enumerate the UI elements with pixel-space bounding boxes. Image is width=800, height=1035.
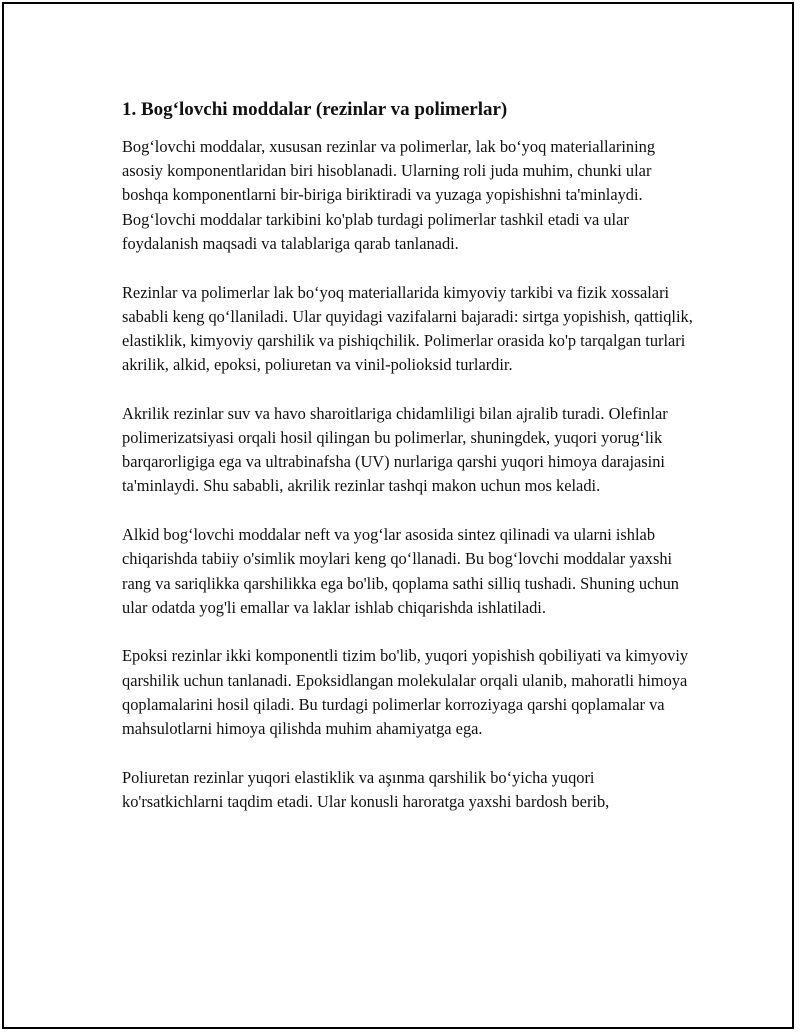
- paragraph-epoxy: Epoksi rezinlar ikki komponentli tizim bo'lib, yuqori yopishish qobiliyati va kimyoviy qarshilik uchun tanlanadi. Epoksidlangan molekulalar orqali ulanib, mahoratli himoya qoplamalarini hosil qiladi. Bu turdagi polimerlar korroziyaga qarshi qoplamalar va mahsulotlarni himoya qilishda muhim ahamiyatga ega.: [122, 646, 689, 739]
- paragraph-binders-intro: Bog‘lovchi moddalar, xususan rezinlar va polimerlar, lak bo‘yoq materiallarining asosiy komponentlaridan biri hisoblanadi. Ularning roli juda muhim, chunki ular boshqa komponentlarni bir-biriga biriktiradi va yuzaga yopishishni ta'minlaydi. Bog‘lovchi moddalar tarkibini ko'plab turdagi polimerlar tashkil etadi va ular foydalanish maqsadi va talablariga qarab tanlanadi.: [122, 137, 656, 253]
- page-frame: [2, 2, 794, 1029]
- document-body: [122, 98, 694, 839]
- section-heading: 1. Bog‘lovchi moddalar (rezinlar va polimerlar): [122, 99, 508, 120]
- paragraph-acrylic: Akrilik rezinlar suv va havo sharoitlariga chidamliligi bilan ajralib turadi. Olefinlar polimerizatsiyasi orqali hosil qilingan bu polimerlar, shuningdek, yuqori yorug‘lik barqarorligiga ega va ultrabinafsha (UV) nurlariga qarshi yuqori himoya darajasini ta'minlaydi. Shu sababli, akrilik rezinlar tashqi makon uchun mos keladi.: [122, 403, 668, 496]
- paragraph-polyurethane: Poliuretan rezinlar yuqori elastiklik va aşınma qarshilik bo‘yicha yuqori ko'rsatkichlarni taqdim etadi. Ular konusli haroratga yaxshi bardosh berib,: [122, 767, 610, 811]
- paragraph-resins-polymers: Rezinlar va polimerlar lak bo‘yoq materiallarida kimyoviy tarkibi va fizik xossalari sababli keng qo‘llaniladi. Ular quyidagi vazifalarni bajaradi: sirtga yopishish, qattiqlik, elastiklik, kimyoviy qarshilik va pishiqchilik. Polimerlar orasida ko'p tarqalgan turlari akrilik, alkid, epoksi, poliuretan va vinil-polioksid turlardir.: [122, 282, 693, 375]
- paragraph-alkyd: Alkid bog‘lovchi moddalar neft va yog‘lar asosida sintez qilinadi va ularni ishlab chiqarishda tabiiy o'simlik moylari keng qo‘llanadi. Bu bog‘lovchi moddalar yaxshi rang va sariqlikka qarshilikka ega bo'lib, qoplama sathi silliq tushadi. Shuning uchun ular odatda yog'li emallar va laklar ishlab chiqarishda ishlatiladi.: [122, 525, 679, 617]
